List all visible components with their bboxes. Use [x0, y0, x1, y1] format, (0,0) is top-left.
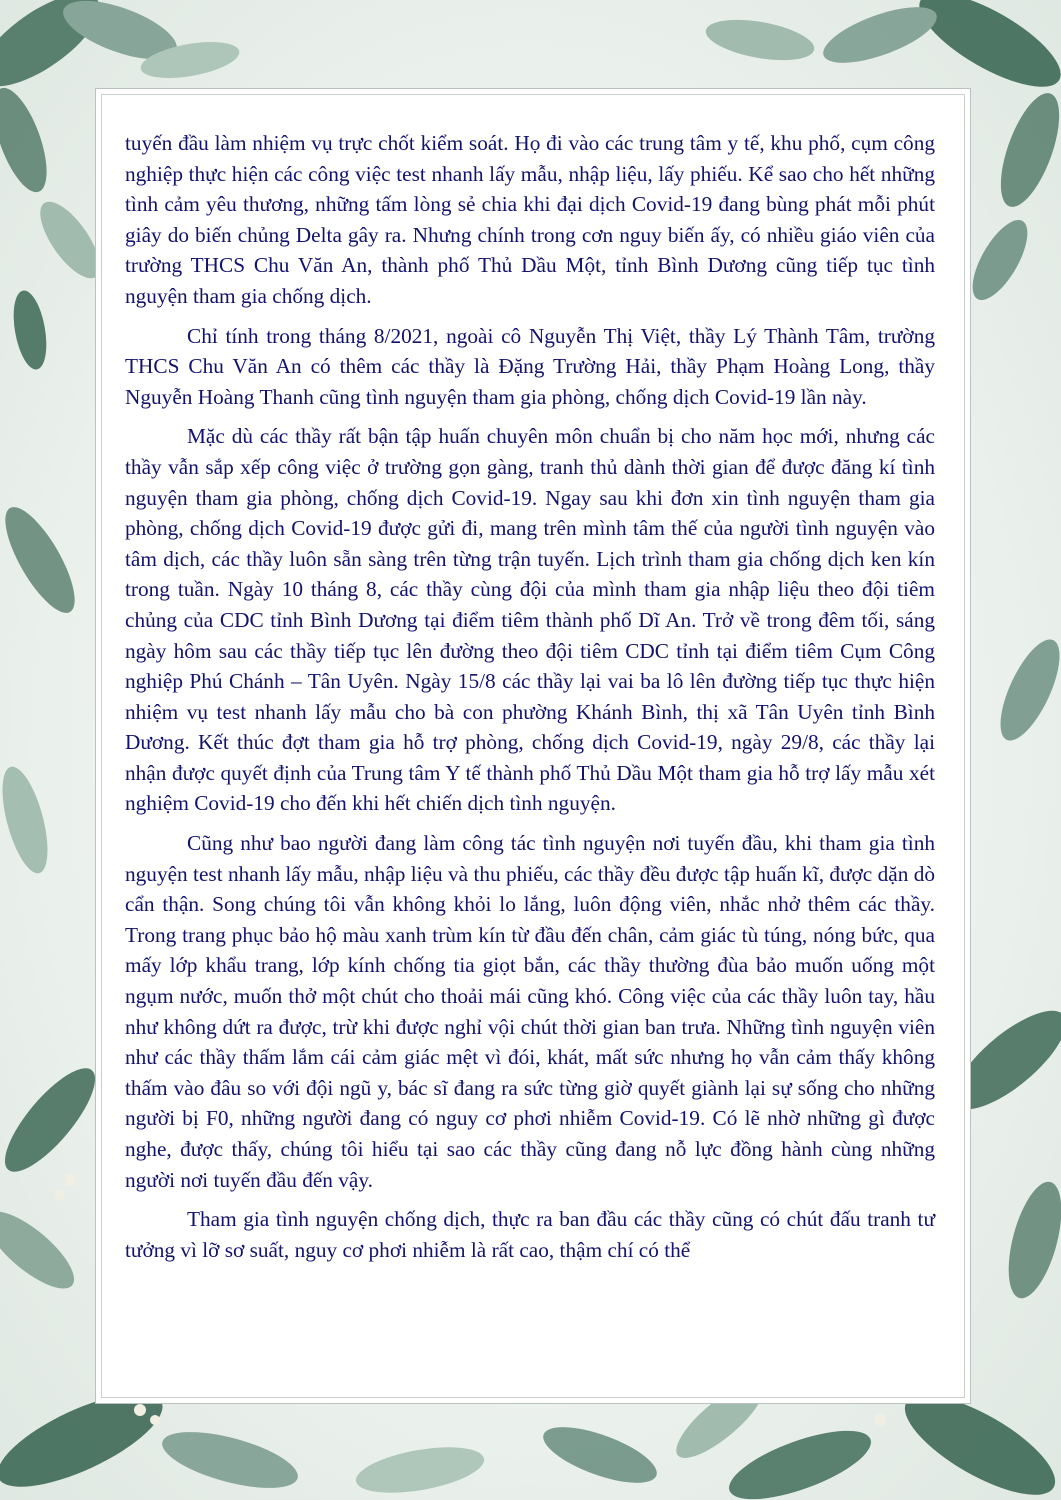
- article-body: [125, 128, 935, 1274]
- paragraph-5: Tham gia tình nguyện chống dịch, thực ra ban đầu các thầy cũng có chút đấu tranh tư tưởng vì lỡ sơ suất, nguy cơ phơi nhiễm là rất cao, thậm chí có thể: [125, 1207, 935, 1262]
- paragraph-1: tuyến đầu làm nhiệm vụ trực chốt kiểm soát. Họ đi vào các trung tâm y tế, khu phố, cụm công nghiệp thực hiện các công việc test nhanh lấy mẫu, nhập liệu, lấy phiếu. Kể sao cho hết những tình cảm yêu thương, những tấm lòng sẻ chia khi đại dịch Covid-19 đang bùng phát mỗi phút giây do biến chủng Delta gây ra. Nhưng chính trong cơn nguy biến ấy, có nhiều giáo viên của trường THCS Chu Văn An, thành phố Thủ Dầu Một, tỉnh Bình Dương cũng tiếp tục tình nguyện tham gia chống dịch.: [125, 131, 935, 308]
- paragraph-2: Chỉ tính trong tháng 8/2021, ngoài cô Nguyễn Thị Việt, thầy Lý Thành Tâm, trường THCS Chu Văn An có thêm các thầy là Đặng Trường Hải, thầy Phạm Hoàng Long, thầy Nguyễn Hoàng Thanh cũng tình nguyện tham gia phòng, chống dịch Covid-19 lần này.: [125, 323, 935, 409]
- paragraph-3: Mặc dù các thầy rất bận tập huấn chuyên môn chuẩn bị cho năm học mới, nhưng các thầy vẫn sắp xếp công việc ở trường gọn gàng, tranh thủ dành thời gian để được đăng kí tình nguyện tham gia phòng, chống dịch Covid-19. Ngay sau khi đơn xin tình nguyện tham gia phòng, chống dịch Covid-19 được gửi đi, mang trên mình tâm thế của người tình nguyện vào tâm dịch, các thầy luôn sẵn sàng trên từng trận tuyến. Lịch trình tham gia chống dịch ken kín trong tuần. Ngày 10 tháng 8, các thầy cùng đội của mình tham gia nhập liệu theo đội tiêm chủng của CDC tỉnh Bình Dương tại điểm tiêm thành phố Dĩ An. Trở về trong đêm tối, sáng ngày hôm sau các thầy tiếp tục lên đường theo đội tiêm CDC tỉnh tại điểm tiêm Cụm Công nghiệp Phú Chánh – Tân Uyên. Ngày 15/8 các thầy lại vai ba lô lên đường tiếp tục thực hiện nhiệm vụ test nhanh lấy mẫu cho bà con phường Khánh Bình, thị xã Tân Uyên tỉnh Bình Dương. Kết thúc đợt tham gia hỗ trợ phòng, chống dịch Covid-19, ngày 29/8, các thầy lại nhận được quyết định của Trung tâm Y tế thành phố Thủ Dầu Một tham gia hỗ trợ lấy mẫu xét nghiệm Covid-19 cho đến khi hết chiến dịch tình nguyện.: [125, 424, 935, 816]
- paragraph-4: Cũng như bao người đang làm công tác tình nguyện nơi tuyến đầu, khi tham gia tình nguyện test nhanh lấy mẫu, nhập liệu và thu phiếu, các thầy đều được tập huấn kĩ, được dặn dò cẩn thận. Song chúng tôi vẫn không khỏi lo lắng, luôn động viên, nhắc nhở thêm các thầy. Trong trang phục bảo hộ màu xanh trùm kín từ đầu đến chân, cảm giác tù túng, nóng bức, qua mấy lớp khẩu trang, lớp kính chống tia giọt bắn, các thầy thường đùa bảo muốn uống một ngụm nước, muốn thở một chút cho thoải mái cũng khó. Công việc của các thầy luôn tay, hầu như không dứt ra được, trừ khi được nghỉ vội chút thời gian ban trưa. Những tình nguyện viên như các thầy thấm lắm cái cảm giác mệt vì đói, khát, mất sức nhưng họ vẫn cảm thấy không thấm vào đâu so với đội ngũ y, bác sĩ đang ra sức từng giờ quyết giành lại sự sống cho những người bị F0, những người đang có nguy cơ phơi nhiễm Covid-19. Có lẽ nhờ những gì được nghe, được thấy, chúng tôi hiểu tại sao các thầy cũng đang nỗ lực đồng hành cùng những người nơi tuyến đầu đến vậy.: [125, 831, 935, 1192]
